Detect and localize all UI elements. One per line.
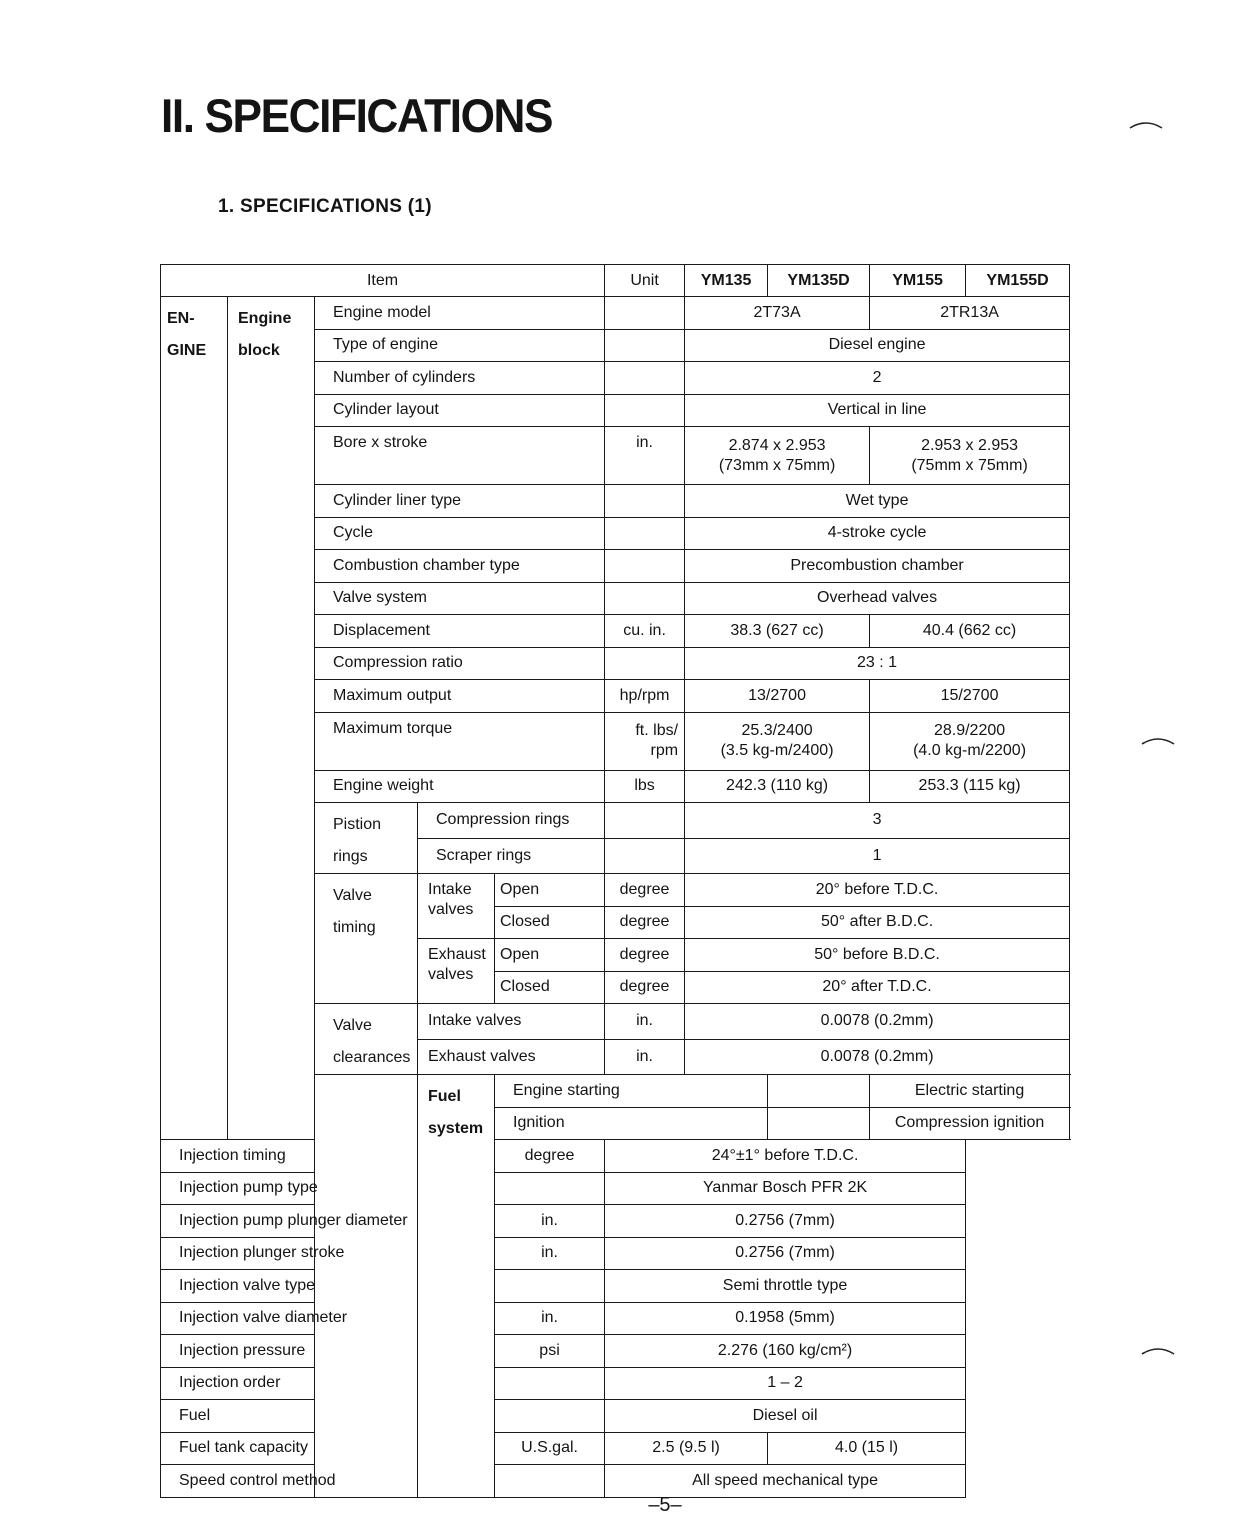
- row-unit: [605, 362, 685, 395]
- section-title: 1. SPECIFICATIONS (1): [218, 196, 432, 217]
- value-line2: (4.0 kg-m/2200): [913, 742, 1027, 759]
- row-unit: cu. in.: [605, 615, 685, 648]
- value-all-models: 1 – 2: [605, 1367, 966, 1400]
- value-all-models: Semi throttle type: [605, 1270, 966, 1303]
- value-line1: 2.874 x 2.953: [728, 436, 826, 454]
- row-label-cycle: Cycle: [315, 517, 605, 550]
- value-all-models: 20° after T.D.C.: [685, 971, 1070, 1004]
- row-unit: [495, 1465, 605, 1498]
- value-ym155: [870, 427, 1070, 485]
- table-row: [161, 1237, 1070, 1270]
- group-line2: clearances: [333, 1049, 411, 1066]
- row-label-number-of-cylinders: Number of cylinders: [315, 362, 605, 395]
- group-line2: rings: [333, 848, 368, 865]
- group-line2: timing: [333, 919, 376, 936]
- value-all-models: 50° before B.D.C.: [685, 939, 1070, 972]
- row-label-injection-timing: Injection timing: [161, 1140, 418, 1173]
- row-unit: [605, 394, 685, 427]
- row-unit: [495, 1367, 605, 1400]
- value-all-models: Yanmar Bosch PFR 2K: [605, 1172, 966, 1205]
- table-row: [161, 297, 1070, 330]
- value-all-models: 2.276 (160 kg/cm²): [605, 1335, 966, 1368]
- value-all-models: Compression ignition: [870, 1107, 1070, 1140]
- row-unit: in.: [605, 1039, 685, 1075]
- row-unit: [768, 1075, 870, 1108]
- table-row: [161, 1465, 1070, 1498]
- value-ym135: [685, 712, 870, 770]
- row-label-fuel-tank-capacity: Fuel tank capacity: [161, 1432, 418, 1465]
- value-ym155: 15/2700: [870, 680, 1070, 713]
- value-all-models: 2: [685, 362, 1070, 395]
- value-ym155: 2TR13A: [870, 297, 1070, 330]
- row-unit: in.: [605, 1004, 685, 1040]
- group-line1: Intake: [428, 881, 472, 898]
- group-fuel-system: [418, 1075, 495, 1498]
- row-label-injection-valve-diameter: Injection valve diameter: [161, 1302, 418, 1335]
- group-fuel-system-line2: system: [428, 1120, 484, 1137]
- unit-line2: rpm: [650, 742, 679, 759]
- row-unit: [605, 712, 685, 770]
- group-piston-rings: [315, 803, 418, 874]
- value-ym135: 38.3 (627 cc): [685, 615, 870, 648]
- row-label-injection-pump-plunger-diameter: Injection pump plunger diameter: [161, 1205, 418, 1238]
- row-unit: degree: [605, 939, 685, 972]
- value-all-models: Wet type: [685, 485, 1070, 518]
- header-unit: Unit: [605, 265, 685, 297]
- value-line1: 28.9/2200: [933, 722, 1006, 739]
- table-row: [161, 1270, 1070, 1303]
- value-all-models: 4-stroke cycle: [685, 517, 1070, 550]
- row-label-open: Open: [495, 874, 605, 907]
- value-all-models: 0.0078 (0.2mm): [685, 1004, 1070, 1040]
- value-all-models: 0.2756 (7mm): [605, 1237, 966, 1270]
- row-label-maximum-output: Maximum output: [315, 680, 605, 713]
- row-unit: in.: [495, 1302, 605, 1335]
- row-unit: degree: [605, 906, 685, 939]
- group-line1: Exhaust: [428, 946, 486, 963]
- row-label-injection-pressure: Injection pressure: [161, 1335, 418, 1368]
- group-engine-block-line1: Engine: [238, 310, 292, 327]
- value-all-models: 0.2756 (7mm): [605, 1205, 966, 1238]
- value-line1: 2.953 x 2.953: [921, 436, 1019, 454]
- row-label-compression-ratio: Compression ratio: [315, 647, 605, 680]
- value-all-models: Electric starting: [870, 1075, 1070, 1108]
- row-unit: [605, 329, 685, 362]
- row-unit: [495, 1172, 605, 1205]
- header-model-ym135: YM135: [685, 265, 768, 297]
- value-all-models: Precombustion chamber: [685, 550, 1070, 583]
- row-unit: hp/rpm: [605, 680, 685, 713]
- group-line2: valves: [428, 966, 474, 983]
- table-row: [161, 1205, 1070, 1238]
- value-all-models: All speed mechanical type: [605, 1465, 966, 1498]
- group-intake-valves: [418, 874, 495, 939]
- row-unit: [495, 1270, 605, 1303]
- group-engine-block: [228, 297, 315, 1140]
- group-fuel-system-line1: Fuel: [428, 1088, 461, 1105]
- value-all-models: Vertical in line: [685, 394, 1070, 427]
- row-label-injection-plunger-stroke: Injection plunger stroke: [161, 1237, 418, 1270]
- group-line1: Pistion: [333, 816, 382, 833]
- row-unit: [605, 582, 685, 615]
- row-unit: [605, 838, 685, 874]
- row-label-closed: Closed: [495, 906, 605, 939]
- row-label-injection-order: Injection order: [161, 1367, 418, 1400]
- row-unit: U.S.gal.: [495, 1432, 605, 1465]
- margin-mark: [1140, 1344, 1176, 1358]
- row-label-injection-pump-type: Injection pump type: [161, 1172, 418, 1205]
- margin-mark: [1140, 734, 1176, 748]
- row-unit: in.: [495, 1205, 605, 1238]
- value-all-models: 0.1958 (5mm): [605, 1302, 966, 1335]
- group-valve-clearances: [315, 1004, 418, 1075]
- value-ym135: 13/2700: [685, 680, 870, 713]
- table-row: [161, 1302, 1070, 1335]
- row-label-cylinder-layout: Cylinder layout: [315, 394, 605, 427]
- row-label-engine-starting: Engine starting: [495, 1075, 768, 1108]
- row-unit: degree: [495, 1140, 605, 1173]
- value-ym155: [870, 712, 1070, 770]
- row-label-type-of-engine: Type of engine: [315, 329, 605, 362]
- row-unit: in.: [495, 1237, 605, 1270]
- row-unit: degree: [605, 874, 685, 907]
- category-engine-line1: EN-: [167, 310, 195, 327]
- row-unit: [605, 297, 685, 330]
- group-exhaust-valves: [418, 939, 495, 1004]
- row-label-ignition: Ignition: [495, 1107, 768, 1140]
- value-all-models: Diesel engine: [685, 329, 1070, 362]
- value-line1: 25.3/2400: [741, 722, 813, 739]
- header-model-ym135d: YM135D: [768, 265, 870, 297]
- unit-line1: ft. lbs/: [635, 722, 679, 739]
- value-all-models: 50° after B.D.C.: [685, 906, 1070, 939]
- row-unit: [605, 517, 685, 550]
- group-engine-block-line2: block: [238, 342, 280, 359]
- row-unit: [605, 485, 685, 518]
- value-line2: (73mm x 75mm): [718, 456, 836, 474]
- row-label-maximum-torque: Maximum torque: [315, 712, 605, 770]
- row-label-fuel: Fuel: [161, 1400, 418, 1433]
- row-unit: [495, 1400, 605, 1433]
- value-all-models: 3: [685, 803, 1070, 839]
- table-header-row: [161, 265, 1070, 297]
- chapter-title: II. SPECIFICATIONS: [161, 89, 553, 142]
- value-all-models: 23 : 1: [685, 647, 1070, 680]
- row-unit: in.: [605, 427, 685, 485]
- table-row: [161, 1400, 1070, 1433]
- row-unit: [605, 803, 685, 839]
- value-line2: (3.5 kg-m/2400): [720, 742, 834, 759]
- group-line2: valves: [428, 901, 474, 918]
- row-unit: [605, 647, 685, 680]
- table-row: [161, 1432, 1070, 1465]
- value-ym155: 4.0 (15 l): [768, 1432, 966, 1465]
- row-label-bore-x-stroke: Bore x stroke: [315, 427, 605, 485]
- value-all-models: 24°±1° before T.D.C.: [605, 1140, 966, 1173]
- row-label-engine-model: Engine model: [315, 297, 605, 330]
- header-model-ym155: YM155: [870, 265, 966, 297]
- table-row: [161, 1335, 1070, 1368]
- margin-mark: [1128, 118, 1164, 132]
- group-line1: Valve: [333, 887, 372, 904]
- row-unit: [605, 550, 685, 583]
- row-unit: degree: [605, 971, 685, 1004]
- row-label-compression-rings: Compression rings: [418, 803, 605, 839]
- row-label-injection-valve-type: Injection valve type: [161, 1270, 418, 1303]
- row-label-open: Open: [495, 939, 605, 972]
- table-row: [161, 1140, 1070, 1173]
- value-all-models: 20° before T.D.C.: [685, 874, 1070, 907]
- header-model-ym155d: YM155D: [966, 265, 1070, 297]
- value-ym135: 242.3 (110 kg): [685, 770, 870, 803]
- value-ym135: 2T73A: [685, 297, 870, 330]
- row-label-engine-weight: Engine weight: [315, 770, 605, 803]
- value-all-models: 0.0078 (0.2mm): [685, 1039, 1070, 1075]
- row-unit: [768, 1107, 870, 1140]
- row-label-valve-system: Valve system: [315, 582, 605, 615]
- page-number: –5–: [648, 1494, 682, 1516]
- row-unit: psi: [495, 1335, 605, 1368]
- row-label-combustion-chamber-type: Combustion chamber type: [315, 550, 605, 583]
- row-label-exhaust-valves: Exhaust valves: [418, 1039, 605, 1075]
- category-engine: [161, 297, 228, 1140]
- table-row: [161, 1172, 1070, 1205]
- row-label-displacement: Displacement: [315, 615, 605, 648]
- value-all-models: 1: [685, 838, 1070, 874]
- row-label-scraper-rings: Scraper rings: [418, 838, 605, 874]
- value-line2: (75mm x 75mm): [911, 456, 1028, 474]
- value-ym155: 40.4 (662 cc): [870, 615, 1070, 648]
- group-valve-timing: [315, 874, 418, 1004]
- category-engine-line2: GINE: [167, 342, 207, 359]
- header-item: Item: [161, 265, 605, 297]
- value-all-models: Diesel oil: [605, 1400, 966, 1433]
- value-ym155: 253.3 (115 kg): [870, 770, 1070, 803]
- value-ym135: [685, 427, 870, 485]
- table-row: [161, 1367, 1070, 1400]
- value-ym135: 2.5 (9.5 l): [605, 1432, 768, 1465]
- row-label-intake-valves: Intake valves: [418, 1004, 605, 1040]
- row-unit: lbs: [605, 770, 685, 803]
- row-label-speed-control-method: Speed control method: [161, 1465, 418, 1498]
- specifications-table: [160, 264, 1070, 1498]
- group-line1: Valve: [333, 1017, 372, 1034]
- row-label-closed: Closed: [495, 971, 605, 1004]
- value-all-models: Overhead valves: [685, 582, 1070, 615]
- row-label-cylinder-liner-type: Cylinder liner type: [315, 485, 605, 518]
